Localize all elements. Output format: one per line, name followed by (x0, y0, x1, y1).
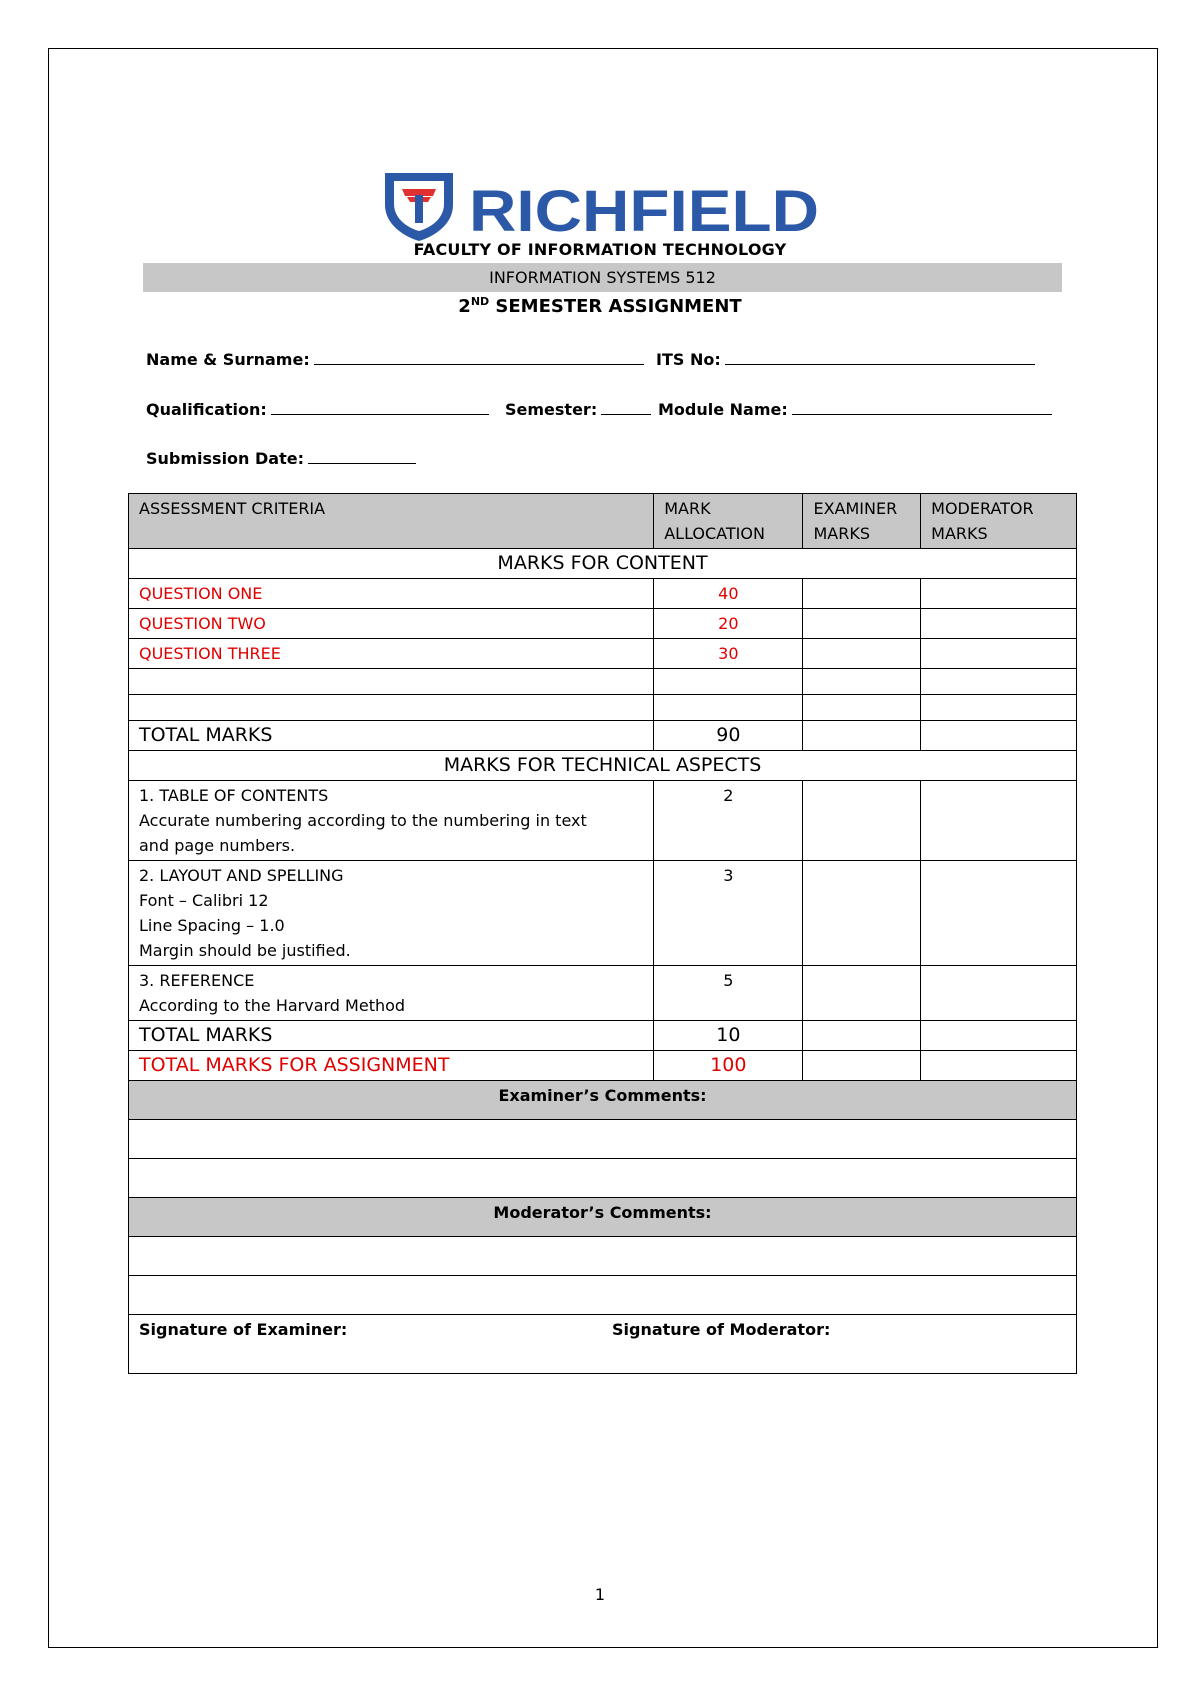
question-label: QUESTION ONE (129, 579, 654, 609)
table-row (129, 609, 1077, 639)
faculty-title: FACULTY OF INFORMATION TECHNOLOGY (413, 240, 787, 259)
examiner-mark-cell[interactable] (803, 1021, 921, 1051)
table-row (129, 966, 1077, 1021)
module-title: INFORMATION SYSTEMS 512 (143, 263, 1062, 292)
examiner-mark-cell[interactable] (803, 721, 921, 751)
table-row (129, 639, 1077, 669)
moderator-mark-cell[interactable] (921, 781, 1077, 861)
its-field[interactable]: ITS No: (656, 348, 1035, 369)
name-field[interactable]: Name & Surname: (146, 348, 644, 369)
submission-date-field[interactable]: Submission Date: (146, 447, 416, 468)
criterion-cell: 3. REFERENCE According to the Harvard Method (129, 966, 654, 1021)
technical-total-label: TOTAL MARKS (129, 1021, 654, 1051)
question-marks: 20 (654, 609, 803, 639)
criterion-marks: 2 (654, 781, 803, 861)
examiner-mark-cell[interactable] (803, 579, 921, 609)
examiner-mark-cell[interactable] (803, 609, 921, 639)
module-name-field[interactable]: Module Name: (658, 398, 1052, 419)
examiner-signature-label: Signature of Examiner: (139, 1320, 348, 1339)
header-moderator: MODERATOR MARKS (921, 494, 1077, 549)
criterion-cell: 2. LAYOUT AND SPELLING Font – Calibri 12 Line Spacing – 1.0 Margin should be justified. (129, 861, 654, 966)
moderator-mark-cell[interactable] (921, 861, 1077, 966)
moderator-comments-header: Moderator’s Comments: (129, 1198, 1077, 1237)
question-marks: 30 (654, 639, 803, 669)
examiner-mark-cell[interactable] (803, 781, 921, 861)
moderator-mark-cell[interactable] (921, 1051, 1077, 1081)
header-criteria: ASSESSMENT CRITERIA (129, 494, 654, 549)
examiner-mark-cell[interactable] (803, 639, 921, 669)
semester-field[interactable]: Semester: (505, 398, 651, 419)
moderator-mark-cell[interactable] (921, 1021, 1077, 1051)
criterion-cell: 1. TABLE OF CONTENTS Accurate numbering according to the numbering in text and page numbers. (129, 781, 654, 861)
content-total-label: TOTAL MARKS (129, 721, 654, 751)
assessment-table (128, 493, 1077, 1374)
moderator-mark-cell[interactable] (921, 966, 1077, 1021)
moderator-mark-cell[interactable] (921, 721, 1077, 751)
content-section-title: MARKS FOR CONTENT (129, 549, 1077, 579)
empty-row (129, 669, 1077, 695)
header-mark-allocation: MARK ALLOCATION (654, 494, 803, 549)
logo-wordmark: RICHFIELD (469, 179, 819, 243)
examiner-mark-cell[interactable] (803, 861, 921, 966)
qualification-field[interactable]: Qualification: (146, 398, 489, 419)
content-total-row (129, 721, 1077, 751)
header-examiner: EXAMINER MARKS (803, 494, 921, 549)
examiner-mark-cell[interactable] (803, 1051, 921, 1081)
moderator-signature-label: Signature of Moderator: (612, 1320, 831, 1339)
technical-total-value: 10 (654, 1021, 803, 1051)
moderator-comment-line[interactable] (129, 1276, 1077, 1315)
question-marks: 40 (654, 579, 803, 609)
examiner-comment-line[interactable] (129, 1159, 1077, 1198)
moderator-mark-cell[interactable] (921, 639, 1077, 669)
empty-row (129, 695, 1077, 721)
richfield-logo (383, 171, 823, 243)
shield-icon (385, 173, 453, 241)
moderator-mark-cell[interactable] (921, 609, 1077, 639)
content-total-value: 90 (654, 721, 803, 751)
criterion-marks: 5 (654, 966, 803, 1021)
question-label: QUESTION THREE (129, 639, 654, 669)
grand-total-label: TOTAL MARKS FOR ASSIGNMENT (129, 1051, 654, 1081)
moderator-comment-line[interactable] (129, 1237, 1077, 1276)
page-number: 1 (594, 1585, 606, 1604)
table-row (129, 781, 1077, 861)
grand-total-row (129, 1051, 1077, 1081)
table-row (129, 579, 1077, 609)
criterion-marks: 3 (654, 861, 803, 966)
grand-total-value: 100 (654, 1051, 803, 1081)
technical-total-row (129, 1021, 1077, 1051)
signature-row (129, 1315, 1077, 1374)
examiner-comment-line[interactable] (129, 1120, 1077, 1159)
table-header-row (129, 494, 1077, 549)
examiner-comments-header: Examiner’s Comments: (129, 1081, 1077, 1120)
examiner-mark-cell[interactable] (803, 966, 921, 1021)
table-row (129, 861, 1077, 966)
technical-section-title: MARKS FOR TECHNICAL ASPECTS (129, 751, 1077, 781)
moderator-mark-cell[interactable] (921, 579, 1077, 609)
assignment-title: 2ND SEMESTER ASSIGNMENT (458, 295, 742, 317)
question-label: QUESTION TWO (129, 609, 654, 639)
